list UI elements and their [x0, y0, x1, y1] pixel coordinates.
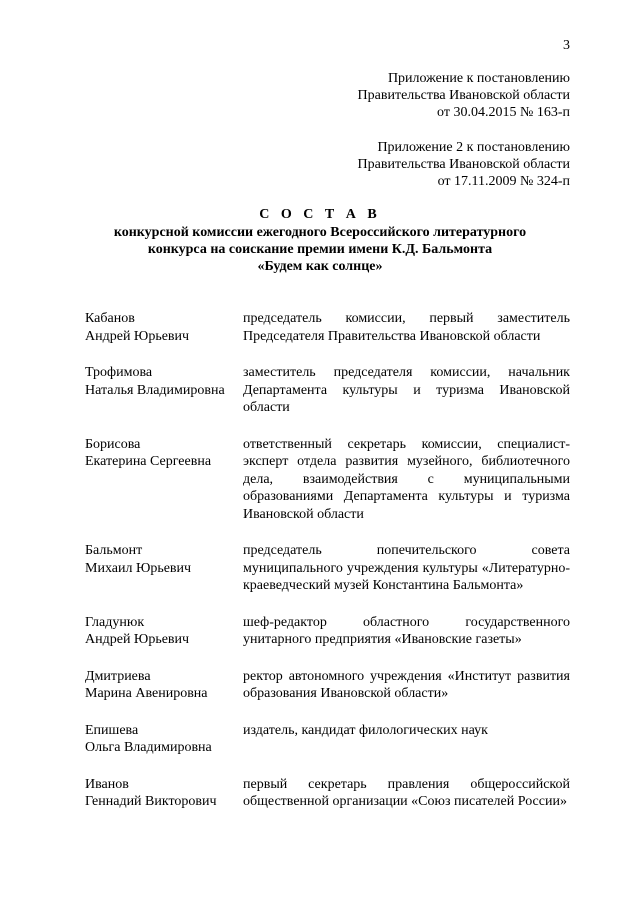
appendix-note-line: Приложение к постановлению [387, 71, 570, 86]
member-surname: Епишева [85, 722, 139, 738]
member-name [85, 364, 243, 417]
member-surname: Борисова [85, 436, 141, 452]
appendix-note-2 [210, 139, 570, 190]
member-entry [85, 722, 570, 757]
member-name [85, 542, 243, 595]
member-entry [85, 310, 570, 345]
member-role: шеф-редактор областного государственного унитарного предприятия «Ивановские газеты» [243, 614, 570, 647]
member-given-name: Наталья Владимировна [85, 382, 225, 398]
member-surname: Трофимова [85, 365, 153, 380]
member-entry [85, 614, 570, 649]
member-entry [85, 364, 570, 417]
appendix-note-1 [210, 70, 570, 121]
member-name [85, 614, 243, 649]
title-heading: С О С Т А В [259, 207, 381, 222]
member-role: издатель, кандидат филологических наук [243, 722, 488, 738]
appendix-note-line: от 30.04.2015 № 163-п [437, 105, 570, 120]
member-name [85, 436, 243, 524]
member-surname: Гладунюк [85, 614, 145, 630]
member-entry [85, 776, 570, 811]
member-role: ответственный секретарь комиссии, специалист-эксперт отдела развития музейного, библиотечного дела, взаимодействия с муниципальными образованиями Департамента культуры и туризма Ивановской области [243, 436, 570, 522]
member-given-name: Марина Авенировна [85, 686, 208, 701]
member-name [85, 310, 243, 345]
page-number: 3 [563, 38, 570, 53]
appendix-note-line: от 17.11.2009 № 324-п [437, 174, 570, 189]
member-surname: Иванов [85, 776, 129, 792]
member-name [85, 668, 243, 703]
appendix-note-line: Правительства Ивановской области [357, 157, 570, 172]
member-name [85, 722, 243, 757]
appendix-note-line: Правительства Ивановской области [357, 88, 570, 103]
member-given-name: Геннадий Викторович [85, 794, 217, 809]
title-line: конкурса на соискание премии имени К.Д. Бальмонта [147, 242, 493, 257]
member-given-name: Ольга Владимировна [85, 740, 212, 755]
member-entry [85, 542, 570, 595]
member-given-name: Андрей Юрьевич [85, 632, 190, 647]
member-entry [85, 436, 570, 524]
member-surname: Бальмонт [85, 543, 143, 558]
title-line: конкурсной комиссии ежегодного Всероссийского литературного [113, 225, 527, 240]
appendix-note-line: Приложение 2 к постановлению [377, 140, 570, 155]
member-surname: Дмитриева [85, 668, 151, 684]
member-role: ректор автономного учреждения «Институт развития образования Ивановской области» [243, 668, 570, 701]
member-role: председатель комиссии, первый заместитель Председателя Правительства Ивановской области [243, 311, 570, 344]
member-surname: Кабанов [85, 311, 135, 326]
member-given-name: Андрей Юрьевич [85, 328, 190, 344]
commission-members-list [85, 310, 570, 830]
member-name [85, 776, 243, 811]
member-role: председатель попечительского совета муниципального учреждения культуры «Литературно-краеведческий музей Константина Бальмонта» [243, 543, 570, 593]
member-role: заместитель председателя комиссии, начальник Департамента культуры и туризма Ивановской области [243, 365, 570, 415]
title-line: «Будем как солнце» [257, 259, 383, 274]
member-entry [85, 668, 570, 703]
member-given-name: Екатерина Сергеевна [85, 454, 212, 469]
member-given-name: Михаил Юрьевич [85, 560, 192, 576]
member-role: первый секретарь правления общероссийской общественной организации «Союз писателей России» [243, 776, 570, 809]
document-title [70, 206, 570, 275]
